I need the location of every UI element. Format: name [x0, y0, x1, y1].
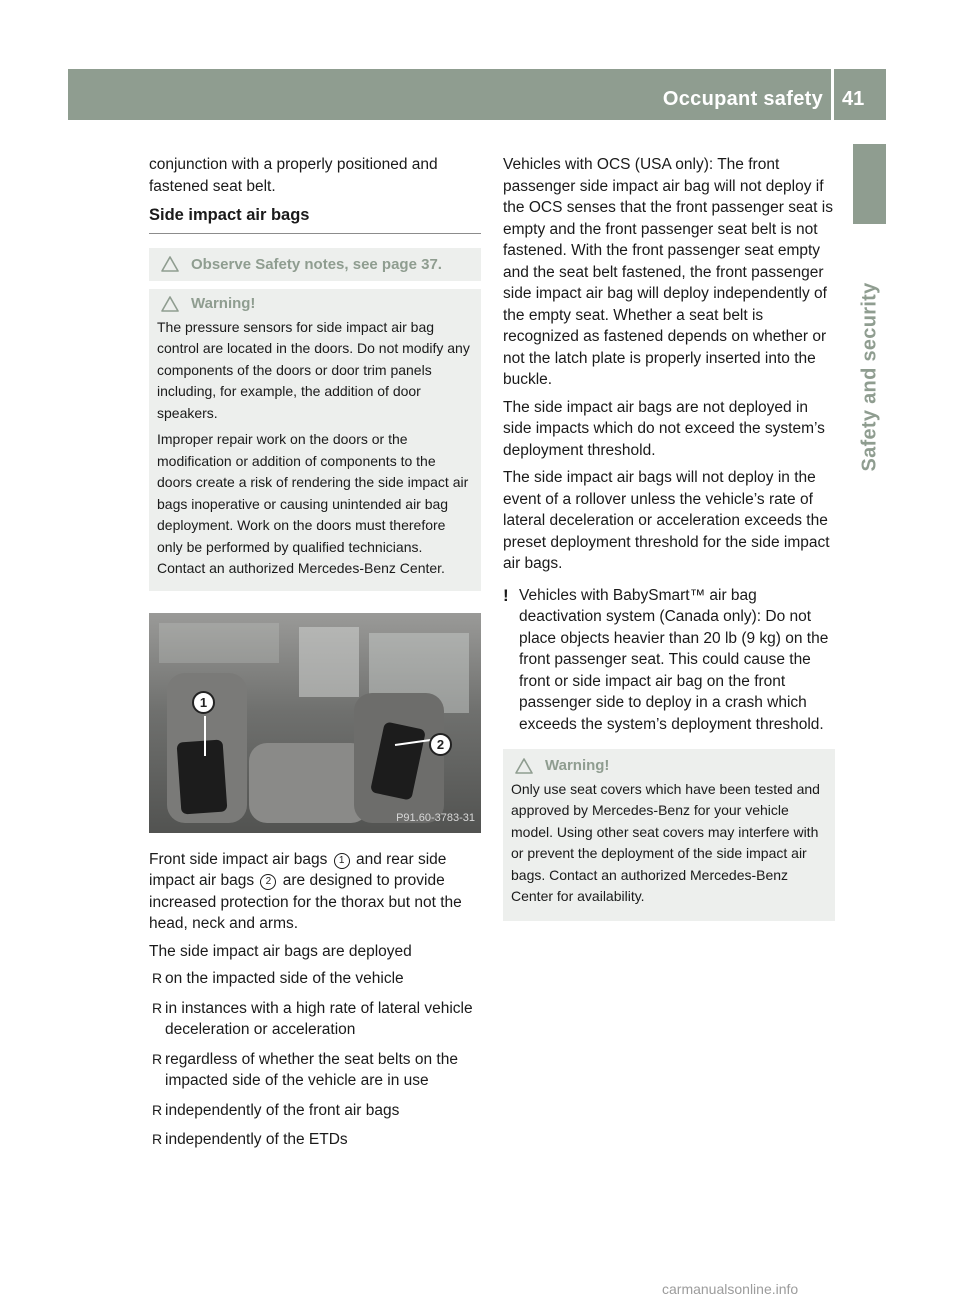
deployment-list: [149, 968, 481, 1151]
callout-line: [204, 716, 206, 756]
list-item: [149, 1129, 481, 1151]
side-tab-label: Safety and security: [858, 282, 880, 472]
callout-1: 1: [192, 691, 215, 714]
list-item: [149, 998, 481, 1041]
warning-title: Warning!: [191, 295, 256, 312]
front-side-airbag: [177, 739, 228, 814]
observe-note: [157, 254, 473, 276]
footer-watermark: carmanualsonline.info: [662, 1281, 799, 1297]
side-tab: [853, 232, 886, 522]
body-paragraph: The side impact air bags are not deployed in side impacts which do not exceed the system’s deployment threshold.: [503, 398, 825, 459]
warning-icon: [161, 296, 179, 312]
deployed-intro: The side impact air bags are deployed: [149, 942, 412, 960]
list-item: [149, 968, 481, 990]
caution-note-text: Vehicles with BabySmart™ air bag deactivation system (Canada only): Do not place objects heavier than 20 lb (9 kg) on the front passenger seat. This could cause the front or side impact air bag on the front passenger side to deploy in a crash which exceeds the system’s deployment threshold.: [519, 586, 829, 733]
ref-1: 1: [334, 853, 350, 869]
list-item: [149, 1100, 481, 1122]
callout-2: 2: [429, 733, 452, 756]
ref-2: 2: [260, 874, 276, 890]
right-column: [503, 154, 835, 921]
list-item-text: on the impacted side of the vehicle: [165, 970, 404, 987]
warning-title: Warning!: [545, 757, 610, 774]
warning-paragraph: Improper repair work on the doors or the modification or addition of components to the doors create a risk of rendering the side impact air bags inoperative or causing unintended air bag deployment. Work on the doors must therefore only be performed by qualified technicians. Contact an authorized Mercedes-Benz Center.: [157, 431, 469, 576]
photo-code: P91.60-3783-31: [396, 812, 475, 824]
list-item-text: regardless of whether the seat belts on the impacted side of the vehicle are in use: [165, 1050, 458, 1089]
bullet: R: [152, 1101, 163, 1118]
photo-window: [299, 627, 359, 697]
warning-header: [511, 755, 827, 777]
list-item-text: in instances with a high rate of lateral vehicle deceleration or acceleration: [165, 999, 473, 1038]
bullet: R: [152, 1131, 163, 1147]
warning-paragraph: Only use seat covers which have been tested and approved by Mercedes-Benz for your vehicle model. Using other seat covers may interfere with or prevent the deployment of the side impact air bags. Contact an authorized Mercedes-Benz Center for availability.: [511, 780, 820, 904]
observe-note-box: [149, 248, 481, 282]
intro-text: conjunction with a properly positioned and fastened seat belt.: [149, 156, 438, 195]
warning-box: [149, 289, 481, 591]
photo-rear-bench: [249, 743, 369, 823]
warning-header: [157, 293, 473, 315]
seat-cover-warning-box: [503, 749, 835, 921]
warning-icon: [161, 256, 179, 272]
left-column: [149, 154, 481, 1159]
caption-part: are designed to provide increased protection for the thorax but not the head, neck and arms.: [149, 872, 462, 932]
list-item: [149, 1049, 481, 1092]
header-divider: [831, 69, 834, 120]
body-paragraph: The side impact air bags will not deploy in the event of a rollover unless the vehicle’s rate of lateral deceleration or acceleration exceeds the preset deployment threshold for the side impact air bags.: [503, 469, 830, 572]
body-paragraph: Vehicles with OCS (USA only): The front passenger side impact air bag will not deploy if the OCS senses that the front passenger seat is empty and the front passenger seat belt is not fastened. With the front passenger seat empty and the seat belt fastened, the front passenger side impact air bag will deploy independently of the empty seat. Whether a seat belt is recognized as fastened depends on whether or not the latch plate is properly inserted into the buckle.: [503, 156, 833, 388]
caption-part: and rear side impact air bags: [149, 850, 447, 889]
list-item-text: independently of the front air bags: [165, 1101, 400, 1119]
section-heading: Side impact air bags: [149, 205, 481, 234]
page-number: 41: [842, 88, 865, 110]
caption-part: Front side impact air bags: [149, 850, 328, 868]
section-title: Occupant safety: [662, 88, 823, 110]
bullet: R: [152, 1050, 163, 1067]
image-caption: [149, 849, 481, 935]
warning-icon: [515, 758, 533, 774]
side-airbag-photo: [149, 613, 481, 833]
side-tab-marker: [853, 144, 886, 224]
bullet: R: [152, 999, 163, 1016]
bullet: R: [152, 970, 163, 986]
warning-paragraph: The pressure sensors for side impact air bag control are located in the doors. Do not modify any components of the doors or door trim panels including, for example, the addition of door speakers.: [157, 318, 470, 421]
observe-note-text: Observe Safety notes, see page 37.: [191, 255, 442, 273]
exclamation-icon: !: [503, 585, 509, 605]
photo-window: [159, 623, 279, 663]
caution-note: [503, 585, 835, 736]
list-item-text: independently of the ETDs: [165, 1131, 348, 1148]
